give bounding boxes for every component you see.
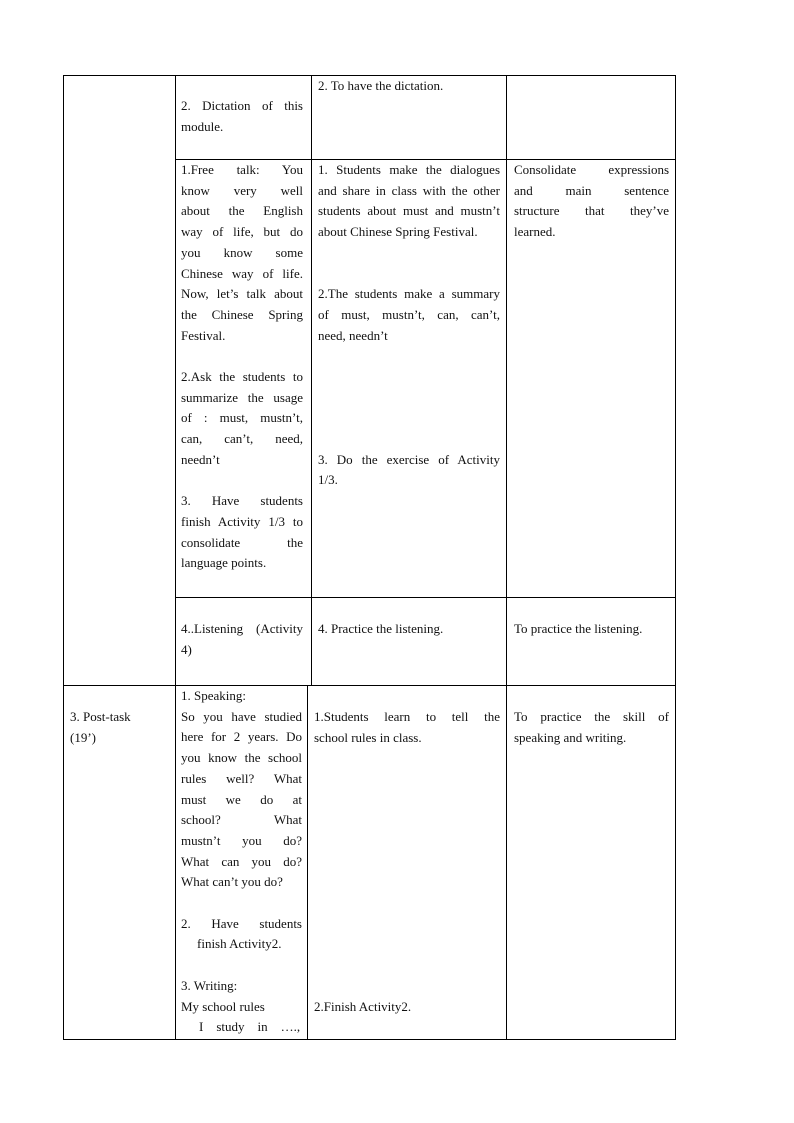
dictation-student-cell xyxy=(318,76,500,97)
text-line: school rules in class. xyxy=(314,729,422,745)
text-line: My school rules xyxy=(181,998,265,1014)
text-line: can, can’t, need, xyxy=(181,431,303,447)
text-line: 3. Do the exercise of Activity xyxy=(318,451,500,467)
text-line: about Chinese Spring Festival. xyxy=(318,224,478,240)
text-line: you know some xyxy=(181,244,303,260)
text-line: and main sentence xyxy=(514,182,669,198)
text-line: 2.The students make a summary xyxy=(318,286,500,302)
text-line: mustn’t you do? xyxy=(181,832,302,848)
text-line: 2.Finish Activity2. xyxy=(314,998,412,1014)
text-line: Now, let’s talk about xyxy=(181,286,303,302)
text-line: Consolidate expressions xyxy=(514,162,669,177)
post-task-student-cell xyxy=(314,707,500,1017)
text-line: 3. Writing: xyxy=(181,977,238,993)
row-divider xyxy=(175,597,676,598)
text-line: 2.Ask the students to xyxy=(181,369,303,385)
free-talk-purpose-cell xyxy=(514,160,669,243)
text-line: must we do at xyxy=(181,791,302,807)
text-line: summarize the usage xyxy=(181,389,303,405)
text-line: language points. xyxy=(181,555,267,571)
text-line: To practice the skill of xyxy=(514,709,669,724)
text-line: 1. Students make the dialogues xyxy=(318,162,500,177)
text-line: 2. To have the dictation. xyxy=(318,78,444,93)
text-line: know very well xyxy=(181,182,303,198)
text-line: and share in class with the other xyxy=(318,182,500,198)
post-task-activity-cell xyxy=(181,686,302,1038)
text-line: the Chinese Spring xyxy=(181,306,303,322)
text-line: speaking and writing. xyxy=(514,729,627,745)
text-line: of must, mustn’t, can, can’t, xyxy=(318,306,500,322)
lesson-plan-table xyxy=(63,75,676,1040)
text-line: students about must and mustn’t xyxy=(318,203,500,219)
text-line: I study in …., xyxy=(199,1019,301,1035)
table-border-right xyxy=(675,75,676,1040)
free-talk-student-cell xyxy=(318,160,500,491)
text-line: you know the school xyxy=(181,750,302,766)
listening-purpose-cell xyxy=(514,619,669,640)
text-line: To practice the listening. xyxy=(514,621,643,636)
dictation-activity-cell xyxy=(181,96,303,137)
text-line: So you have studied xyxy=(181,708,302,724)
text-line: way of life, but do xyxy=(181,224,303,240)
text-line: school? What xyxy=(181,812,302,828)
column-divider xyxy=(506,75,507,1040)
listening-student-cell xyxy=(318,619,500,640)
text-line: What can’t you do? xyxy=(181,874,283,890)
text-line: finish Activity 1/3 to xyxy=(181,513,303,529)
text-line: 2. Have students xyxy=(181,915,302,931)
column-divider xyxy=(311,75,312,686)
text-line: learned. xyxy=(514,224,556,240)
column-divider xyxy=(175,75,176,1040)
text-line: finish Activity2. xyxy=(197,936,282,952)
text-line: 3. Have students xyxy=(181,493,303,509)
text-line: 4) xyxy=(181,641,192,657)
text-line: 4. Practice the listening. xyxy=(318,621,444,636)
text-line: 1.Free talk: You xyxy=(181,162,303,177)
text-line: consolidate the xyxy=(181,534,303,550)
text-line: structure that they’ve xyxy=(514,203,669,219)
post-task-purpose-cell xyxy=(514,707,669,748)
stage-time: (19’) xyxy=(70,729,96,745)
text-line: Festival. xyxy=(181,327,226,343)
text-line: rules well? What xyxy=(181,770,302,786)
text-line: Chinese way of life. xyxy=(181,265,303,281)
text-line: 1.Students learn to tell the xyxy=(314,709,500,724)
text-line: about the English xyxy=(181,203,303,219)
text-line: 1. Speaking: xyxy=(181,688,246,703)
row-divider xyxy=(63,685,676,686)
listening-activity-cell xyxy=(181,619,303,660)
text-line: here for 2 years. Do xyxy=(181,729,302,745)
table-border-bottom xyxy=(63,1039,676,1040)
text-line: 1/3. xyxy=(318,472,338,488)
text-line: 4..Listening (Activity xyxy=(181,621,303,636)
stage-title: 3. Post-task xyxy=(70,709,131,724)
text-line: need, needn’t xyxy=(318,327,388,343)
text-line: needn’t xyxy=(181,451,220,467)
text-line: of : must, mustn’t, xyxy=(181,410,303,426)
free-talk-activity-cell xyxy=(181,160,303,574)
table-border-left xyxy=(63,75,64,1040)
post-task-stage-cell xyxy=(70,707,170,748)
text-line: module. xyxy=(181,118,224,134)
column-divider xyxy=(307,685,308,1040)
text-line: 2. Dictation of this xyxy=(181,98,303,113)
text-line: What can you do? xyxy=(181,853,302,869)
